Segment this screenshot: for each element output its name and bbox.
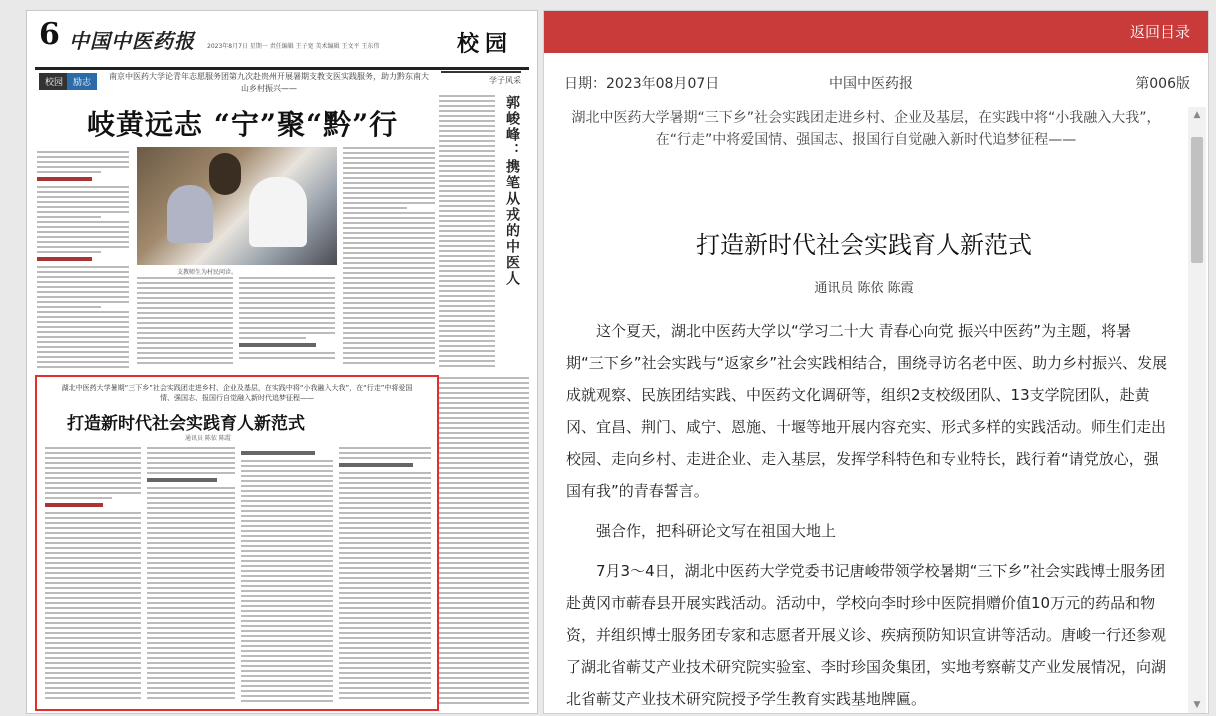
section-tag: 校园 [39,73,69,90]
article-title: 打造新时代社会实践育人新范式 [696,231,1032,259]
photo-figure [249,177,307,247]
text-column [343,147,435,369]
lead-article-kicker[interactable]: 南京中医药大学论青年志愿服务团第九次赴贵州开展暑期支教支医实践服务，助力黔东南大山乡村振兴—— [109,72,429,93]
article-date: 日期：2023年08月07日 [564,76,720,92]
scroll-down-arrow-icon[interactable]: ▼ [1193,700,1201,710]
text-column [339,447,431,703]
article-subtitle: 湖北中医药大学暑期“三下乡”社会实践团走进乡村、企业及基层，在实践中将“小我融入大我”，在“行走”中将爱国情、强国志、报国行自觉融入新时代追梦征程—— [571,110,1161,148]
article-paragraph: 7月3～4日，湖北中医药大学党委书记唐峻带领学校暑期“三下乡”社会实践博士服务团赴黄冈市蕲春县开展实践活动。活动中，学校向李时珍中医院捐赠价值10万元的药品和物资，并组织博士服务团专家和志愿者开展义诊、疾病预防知识宣讲等活动。唐峻一行还参观了湖北省蕲艾产业技术研究院实验室、李时珍国灸集团，实地考察蕲艾产业发展情况，向湖北省蕲艾产业技术研究院授予学生教育实践基地牌匾。 [566,562,1167,708]
selected-article-headline: 打造新时代社会实践育人新范式 [67,414,305,434]
text-column [137,277,233,369]
article-panel [543,10,1209,714]
section-title: 校园 [456,31,513,57]
vertical-scrollbar[interactable] [1188,107,1206,713]
scroll-up-arrow-icon[interactable]: ▲ [1193,110,1201,120]
text-column [241,447,333,703]
text-column [147,447,235,703]
article-meta [544,73,1208,95]
text-column [439,95,495,371]
side-column-header: 学子风采 [441,71,521,91]
newspaper-logo: 中国中医药报 [69,29,195,53]
lead-photo [137,147,337,265]
article-byline: 通讯员 陈依 陈霞 [814,281,914,296]
back-to-contents-button[interactable]: 返回目录 [1129,23,1190,41]
article-paragraph: 强合作，把科研论文写在祖国大地上 [596,522,837,540]
text-column [439,377,529,707]
masthead [35,15,529,70]
photo-figure [209,153,241,195]
article-page: 第006版 [1135,76,1190,92]
text-column [37,151,129,369]
selected-article-kicker: 湖北中医药大学暑期“三下乡”社会实践团走进乡村、企业及基层，在实践中将“小我融入大我”，在“行走”中将爱国情、强国志、报国行自觉融入新时代追梦征程—— [61,384,413,402]
photo-caption: 支教师生为村民问诊。 [177,269,238,276]
side-article-title[interactable]: 郭峻峰：携笔从戎的中医人 [504,95,520,287]
top-bar [544,11,1208,53]
article-paper-name: 中国中医药报 [829,76,913,92]
section-tag-secondary: 励志 [67,73,97,90]
selected-article-byline: 通讯员 陈依 陈霞 [185,435,231,442]
page-number: 6 [39,17,60,52]
issue-line: 2023年8月7日 星期一 责任编辑 王子宽 美术编辑 王文平 王东伟 [207,43,380,50]
text-column [45,447,141,703]
photo-figure [167,185,213,243]
scroll-thumb[interactable] [1191,137,1203,263]
newspaper-page [26,10,538,714]
selected-article-region[interactable] [35,375,439,711]
article-paragraph: 这个夏天，湖北中医药大学以“学习二十大 青春心向党 振兴中医药”为主题，将暑期“三下乡”社会实践与“返家乡”社会实践相结合，围绕寻访名老中医、助力乡村振兴、发展成就观察、民族团结实践、中医药文化调研等，组织2支校级团队、13支学院团队，赴黄冈、宜昌、荆门、咸宁、恩施、十堰等地开展内容充实、形式多样的实践活动。师生们走出校园、走向乡村、走进企业、走入基层，发挥学科特色和专业特长，践行着“请党放心，强国有我”的青春誓言。 [566,322,1168,500]
lead-article-headline[interactable]: 岐黄远志 “宁”聚“黔”行 [87,108,399,141]
text-column [239,277,335,369]
article-body[interactable] [544,107,1184,713]
